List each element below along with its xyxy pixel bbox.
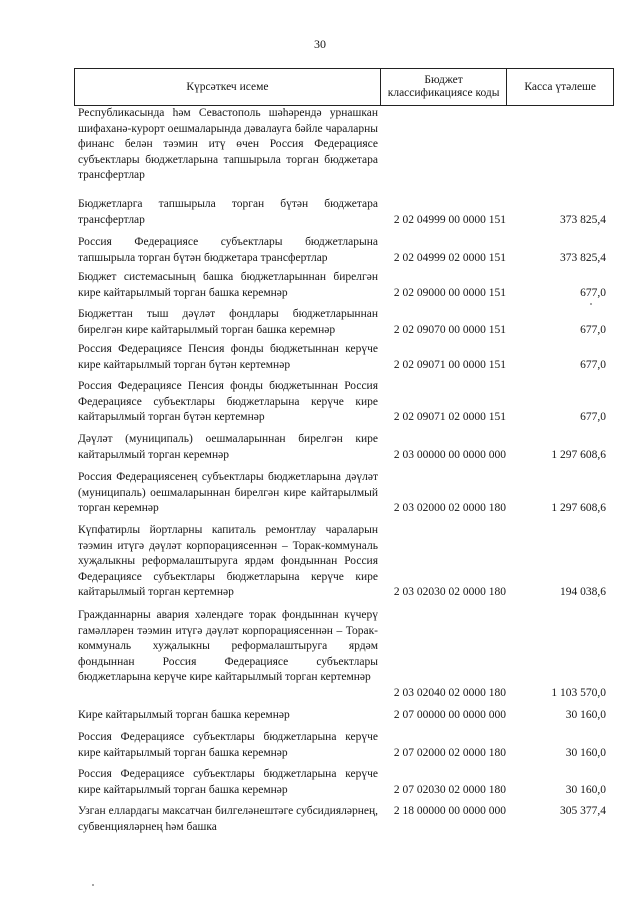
- header-cash-execution: Касса үтәлеше: [506, 69, 614, 105]
- row-code: 2 07 02030 02 0000 180: [393, 783, 506, 796]
- row-amount: 305 377,4: [560, 805, 606, 817]
- scan-speck: [92, 884, 94, 886]
- row-name: Россия Федерациясе субъектлары бюджетларына тапшырыла торган бүтән бюджетара трансфертлар: [78, 236, 378, 264]
- row-name: Күпфатирлы йортларны капиталь ремонтлау чараларын тәэмин итүгә дәүләт корпорациясеннән – Торак-коммуналь хуҗалыкны реформалаштыруга ярдәм фондыннан Россия Федерациясе субъектлары бюджетларына керүче кире кайтарылмый торган кертемнәр: [78, 524, 378, 599]
- row-name: Россия Федерациясе Пенсия фонды бюджетыннан керүче кире кайтарылмый торган бүтән кертемнәр: [78, 343, 378, 371]
- page-number: 30: [314, 37, 326, 51]
- row-amount: 1 297 608,6: [551, 502, 606, 515]
- row-amount: 677,0: [580, 286, 606, 299]
- row-name: Россия Федерациясенең субъектлары бюджетларына дәүләт (муниципаль) оешмаларыннан бирелгән кире кайтарылмый торган керемнәр: [78, 471, 378, 515]
- row-name: Бюджеттан тыш дәүләт фондлары бюджетларыннан бирелгән кире кайтарылмый торган башка керемнәр: [78, 308, 378, 336]
- table-header: [74, 68, 614, 106]
- row-code: 2 02 04999 00 0000 151: [393, 213, 506, 226]
- row-amount: 1 103 570,0: [551, 687, 606, 699]
- row-name: Россия Федерациясе субъектлары бюджетларына керүче кире кайтарылмый торган башка керемнәр: [78, 731, 378, 759]
- row-code: 2 07 00000 00 0000 000: [393, 709, 506, 721]
- row-amount: 373 825,4: [560, 213, 606, 226]
- row-code: 2 03 02030 02 0000 180: [393, 586, 506, 599]
- row-amount: 677,0: [580, 358, 606, 371]
- row-name: Россия Федерациясе субъектлары бюджетларына керүче кире кайтарылмый торган башка керемнәр: [78, 768, 378, 796]
- row-code: 2 02 09071 02 0000 151: [393, 411, 506, 424]
- row-amount: 373 825,4: [560, 251, 606, 264]
- row-name: Кире кайтарылмый торган башка керемнәр: [78, 709, 290, 721]
- row-code: 2 18 00000 00 0000 000: [393, 805, 506, 817]
- header-indicator-name: Күрсәткеч исеме: [74, 69, 380, 105]
- row-code: 2 02 09071 00 0000 151: [393, 358, 506, 371]
- row-code: 2 03 00000 00 0000 000: [393, 448, 506, 461]
- row-name: Бюджет системасының башка бюджетларыннан бирелгән кире кайтарылмый торган башка керемнәр: [78, 271, 378, 299]
- header-budget-code: Бюджет классификациясе коды: [380, 69, 507, 105]
- scan-speck: [590, 303, 592, 305]
- row-amount: 30 160,0: [565, 709, 606, 721]
- row-code: 2 03 02000 02 0000 180: [393, 502, 506, 515]
- row-name: Бюджетларга тапшырыла торган бүтән бюджетара трансфертлар: [78, 198, 378, 226]
- row-code: 2 03 02040 02 0000 180: [393, 687, 506, 699]
- row-amount: 677,0: [580, 411, 606, 424]
- row-name: Гражданнарны авария хәлендәге торак фондыннан күчерү гамәлләрен тәэмин итүгә дәүләт корпорациясеннән – Торак-коммуналь хуҗалыкны реформалаштыруга ярдәм фондыннан Россия Федерациясе субъектлары бюджетларына керүче кире кайтарылмый торган кертемнәр: [78, 609, 378, 684]
- row-amount: 30 160,0: [565, 746, 606, 759]
- row-amount: 677,0: [580, 323, 606, 336]
- row-name: Республикасында һәм Севастополь шәһәрендә урнашкан шифаханә-курорт оешмаларында дәвалауга бәйле чараларны финанс белән тәэмин итү өчен Россия Федерациясе субъектлары бюджетларына тапшырыла торган бюджетара трансфертлар: [78, 107, 378, 182]
- row-name: Россия Федерациясе Пенсия фонды бюджетыннан Россия Федерациясе субъектлары бюджетларына керүче кире кайтарылмый торган бүтән кертемнәр: [78, 380, 378, 424]
- row-code: 2 02 09000 00 0000 151: [393, 286, 506, 299]
- row-amount: 30 160,0: [565, 783, 606, 796]
- row-amount: 194 038,6: [560, 586, 606, 599]
- row-code: 2 07 02000 02 0000 180: [393, 746, 506, 759]
- row-code: 2 02 09070 00 0000 151: [393, 323, 506, 336]
- row-name: Дәүләт (муниципаль) оешмаларыннан бирелгән кире кайтарылмый торган керемнәр: [78, 433, 378, 461]
- budget-table: [74, 68, 614, 833]
- row-code: 2 02 04999 02 0000 151: [393, 251, 506, 264]
- row-name: Узган еллардагы максатчан билгеләнештәге субсидияләрнең, субвенцияләрнең һәм башка: [78, 805, 378, 833]
- row-amount: 1 297 608,6: [551, 448, 606, 461]
